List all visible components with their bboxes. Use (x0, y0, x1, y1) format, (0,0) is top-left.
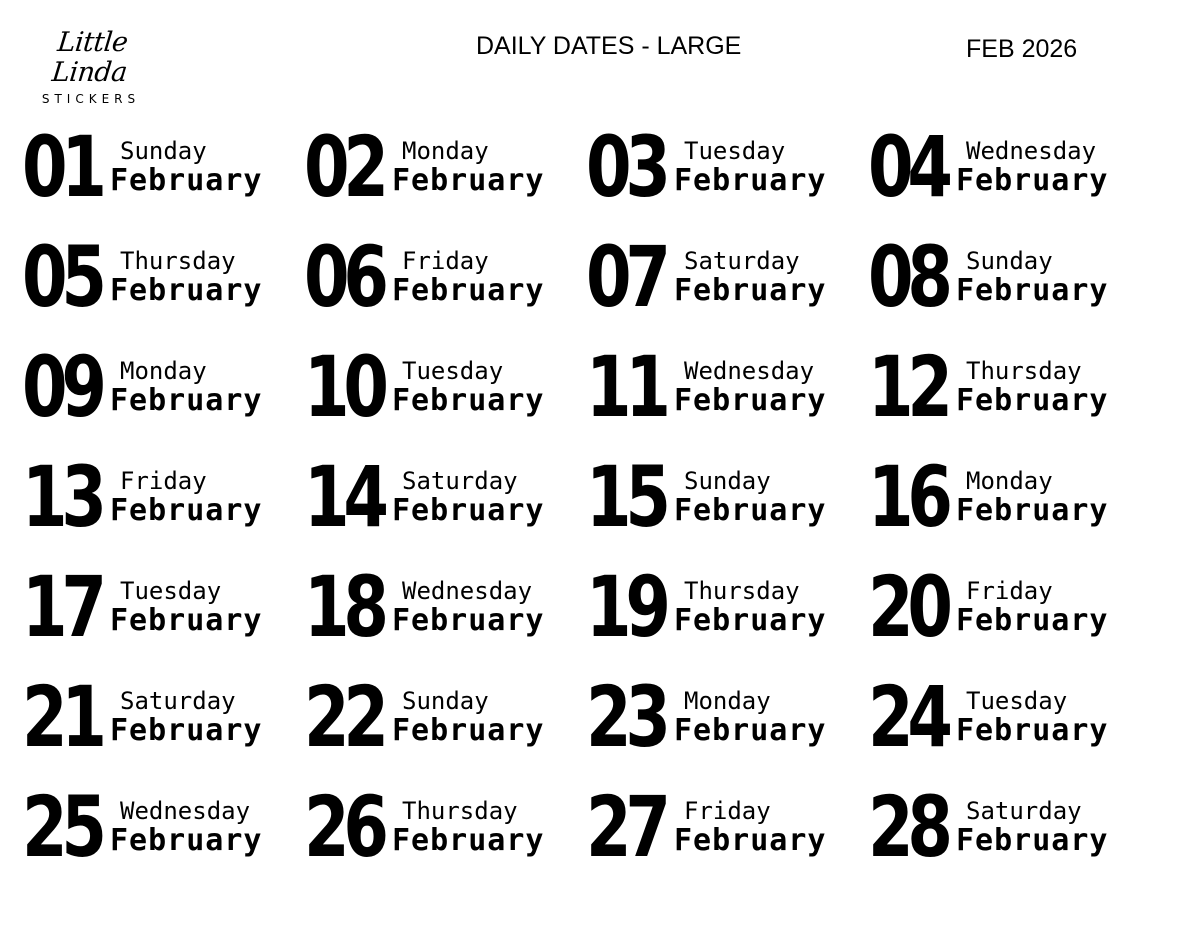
day-text (674, 797, 827, 857)
date-sticker (298, 662, 580, 772)
date-sticker (298, 112, 580, 222)
day-text (956, 247, 1109, 307)
brand-logo (26, 28, 156, 106)
month-label: February (392, 163, 545, 198)
day-number: 24 (868, 668, 947, 766)
day-text (956, 467, 1109, 527)
day-text (110, 797, 263, 857)
date-sticker (298, 442, 580, 552)
date-sticker (580, 552, 862, 662)
month-label: February (956, 163, 1109, 198)
weekday-label: Friday (402, 247, 489, 275)
weekday-label: Wednesday (120, 797, 251, 825)
month-label: February (110, 273, 263, 308)
day-number: 14 (304, 448, 383, 546)
day-text (674, 577, 827, 637)
day-text (956, 687, 1109, 747)
weekday-label: Thursday (120, 247, 236, 275)
date-sticker (862, 772, 1144, 882)
date-sticker (16, 772, 298, 882)
day-text (110, 577, 263, 637)
day-number: 25 (22, 778, 101, 876)
day-text (110, 247, 263, 307)
day-text (956, 797, 1109, 857)
weekday-label: Sunday (966, 247, 1053, 275)
day-number: 28 (868, 778, 947, 876)
date-sticker (580, 662, 862, 772)
day-number: 13 (22, 448, 101, 546)
month-label: February (110, 493, 263, 528)
month-label: February (956, 603, 1109, 638)
day-text (674, 687, 827, 747)
weekday-label: Saturday (402, 467, 518, 495)
weekday-label: Monday (120, 357, 207, 385)
month-label: February (110, 163, 263, 198)
date-sticker (862, 112, 1144, 222)
day-text (110, 467, 263, 527)
logo-subtitle: STICKERS (41, 92, 141, 106)
day-text (110, 687, 263, 747)
month-label: February (110, 823, 263, 858)
day-number: 01 (22, 118, 101, 216)
month-label: February (674, 713, 827, 748)
day-number: 02 (304, 118, 383, 216)
date-sticker (16, 222, 298, 332)
day-text (392, 577, 545, 637)
date-sticker (16, 442, 298, 552)
day-number: 15 (586, 448, 665, 546)
weekday-label: Thursday (684, 577, 800, 605)
weekday-label: Saturday (684, 247, 800, 275)
day-text (956, 577, 1109, 637)
month-label: February (110, 603, 263, 638)
weekday-label: Sunday (120, 137, 207, 165)
month-label: February (392, 713, 545, 748)
date-sticker (580, 332, 862, 442)
date-sticker (298, 332, 580, 442)
day-number: 26 (304, 778, 383, 876)
sticker-grid (16, 112, 1136, 902)
weekday-label: Tuesday (402, 357, 504, 385)
month-label: February (392, 383, 545, 418)
month-label: February (956, 823, 1109, 858)
weekday-label: Wednesday (966, 137, 1097, 165)
day-number: 17 (22, 558, 101, 656)
date-sticker (16, 112, 298, 222)
month-label: February (674, 383, 827, 418)
weekday-label: Monday (966, 467, 1053, 495)
day-text (674, 247, 827, 307)
weekday-label: Wednesday (684, 357, 815, 385)
date-sticker (580, 772, 862, 882)
day-text (110, 357, 263, 417)
day-number: 23 (586, 668, 665, 766)
weekday-label: Thursday (966, 357, 1082, 385)
day-number: 20 (868, 558, 947, 656)
day-text (674, 137, 827, 197)
day-number: 08 (868, 228, 947, 326)
day-number: 06 (304, 228, 383, 326)
weekday-label: Saturday (966, 797, 1082, 825)
day-text (956, 357, 1109, 417)
date-sticker (862, 662, 1144, 772)
date-sticker (16, 662, 298, 772)
day-number: 22 (304, 668, 383, 766)
month-label: February (956, 713, 1109, 748)
month-label: February (956, 383, 1109, 418)
weekday-label: Monday (402, 137, 489, 165)
day-text (674, 467, 827, 527)
month-label: February (110, 383, 263, 418)
month-label: February (110, 713, 263, 748)
day-number: 09 (22, 338, 101, 436)
date-sticker (862, 442, 1144, 552)
day-number: 16 (868, 448, 947, 546)
month-label: February (392, 823, 545, 858)
day-number: 18 (304, 558, 383, 656)
day-number: 11 (586, 338, 665, 436)
day-number: 03 (586, 118, 665, 216)
day-number: 19 (586, 558, 665, 656)
date-sticker (862, 222, 1144, 332)
month-label: February (674, 603, 827, 638)
weekday-label: Tuesday (966, 687, 1068, 715)
month-label: February (674, 493, 827, 528)
day-number: 12 (868, 338, 947, 436)
date-sticker (580, 222, 862, 332)
date-sticker (298, 222, 580, 332)
weekday-label: Friday (684, 797, 771, 825)
month-label: February (956, 273, 1109, 308)
day-text (392, 247, 545, 307)
weekday-label: Tuesday (120, 577, 222, 605)
month-label: February (392, 603, 545, 638)
weekday-label: Friday (120, 467, 207, 495)
weekday-label: Wednesday (402, 577, 533, 605)
day-text (392, 137, 545, 197)
day-text (956, 137, 1109, 197)
month-label: February (674, 273, 827, 308)
month-label: February (392, 273, 545, 308)
date-sticker (16, 332, 298, 442)
day-text (392, 467, 545, 527)
date-sticker (862, 552, 1144, 662)
date-sticker (16, 552, 298, 662)
weekday-label: Tuesday (684, 137, 786, 165)
date-sticker (298, 772, 580, 882)
month-label: February (956, 493, 1109, 528)
date-sticker (298, 552, 580, 662)
day-text (674, 357, 827, 417)
day-number: 07 (586, 228, 665, 326)
sheet-month-year: FEB 2026 (966, 35, 1078, 63)
date-sticker (580, 442, 862, 552)
weekday-label: Saturday (120, 687, 236, 715)
day-number: 04 (868, 118, 947, 216)
weekday-label: Monday (684, 687, 771, 715)
day-text (392, 357, 545, 417)
weekday-label: Sunday (684, 467, 771, 495)
day-text (392, 687, 545, 747)
weekday-label: Friday (966, 577, 1053, 605)
month-label: February (674, 823, 827, 858)
day-number: 10 (304, 338, 383, 436)
day-number: 21 (22, 668, 101, 766)
day-number: 27 (586, 778, 665, 876)
month-label: February (674, 163, 827, 198)
logo-script-text: Little Linda (50, 27, 130, 88)
month-label: February (392, 493, 545, 528)
day-text (392, 797, 545, 857)
day-text (110, 137, 263, 197)
sheet-title: DAILY DATES - LARGE (476, 32, 742, 60)
weekday-label: Thursday (402, 797, 518, 825)
day-number: 05 (22, 228, 101, 326)
date-sticker (862, 332, 1144, 442)
weekday-label: Sunday (402, 687, 489, 715)
date-sticker (580, 112, 862, 222)
